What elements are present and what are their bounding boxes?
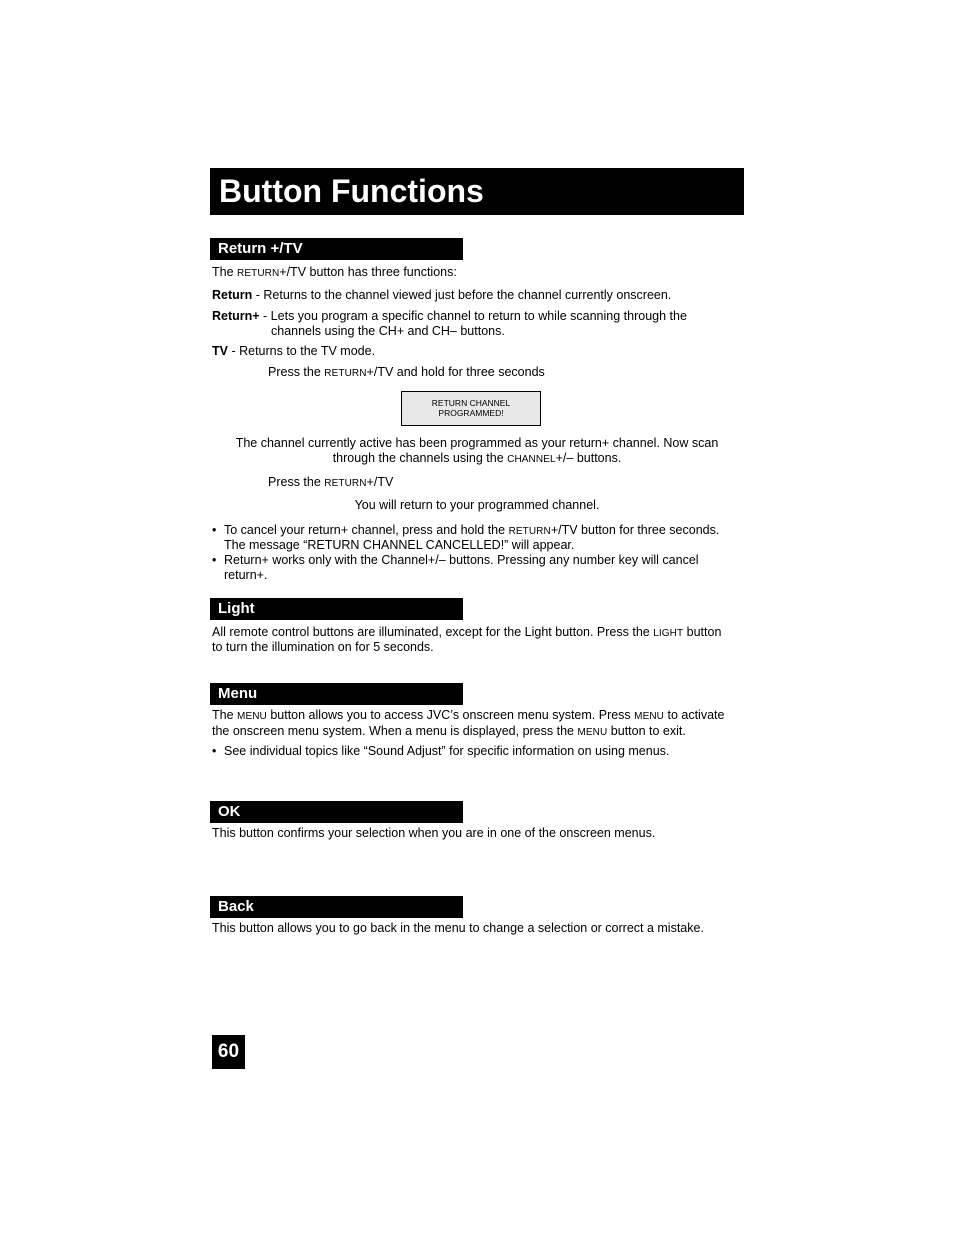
text-fragment: button to exit. <box>607 724 686 738</box>
page-title-bar <box>210 168 744 215</box>
text-fragment: +/– buttons. <box>555 451 622 465</box>
section-heading-text: Back <box>218 898 254 915</box>
light-desc-line-1 <box>212 625 721 641</box>
section-heading-back <box>210 896 463 918</box>
light-desc-line-2: to turn the illumination on for 5 seconds. <box>212 640 434 654</box>
page-number: 60 <box>212 1035 245 1069</box>
small-caps-term: LIGHT <box>653 628 684 639</box>
text-fragment: All remote control buttons are illuminated, except for the Light button. Press the <box>212 625 654 639</box>
bullet-marker: • <box>212 523 217 537</box>
bullet-channel-line-1: Return+ works only with the Channel+/– buttons. Pressing any number key will cancel <box>224 553 699 567</box>
return-function-desc <box>212 288 671 303</box>
tv-function-desc <box>212 344 375 359</box>
text-fragment: +/TV <box>366 475 394 489</box>
message-line-1: RETURN CHANNEL <box>431 398 511 408</box>
ok-desc: This button confirms your selection when you are in one of the onscreen menus. <box>212 826 656 840</box>
text-fragment: button <box>683 625 722 639</box>
result-programmed-line-2 <box>212 451 742 467</box>
section-heading-light <box>210 598 463 620</box>
text-fragment: +/TV and hold for three seconds <box>366 365 545 379</box>
text-fragment: Press the <box>268 365 325 379</box>
menu-bullet: See individual topics like “Sound Adjust” for specific information on using menus. <box>224 744 670 758</box>
term-returnplus: Return+ <box>212 309 260 323</box>
message-line-2: PROGRAMMED! <box>438 408 504 418</box>
section-heading-text: OK <box>218 803 241 820</box>
section-heading-text: Menu <box>218 685 258 702</box>
small-caps-term: RETURN <box>508 526 551 537</box>
text-fragment: - Lets you program a specific channel to return to while scanning through the <box>259 309 687 323</box>
text-fragment: through the channels using the <box>332 451 508 465</box>
step-press <box>268 475 393 491</box>
term-tv: TV <box>212 344 228 358</box>
returnplus-function-desc-cont: channels using the CH+ and CH– buttons. <box>271 324 505 338</box>
menu-desc-line-1 <box>212 708 724 724</box>
step-press-hold <box>268 365 545 381</box>
bullet-marker: • <box>212 553 217 567</box>
small-caps-term: RETURN <box>324 478 367 489</box>
text-fragment: button allows you to access JVC’s onscreen menu system. Press <box>266 708 635 722</box>
text-fragment: +/TV button has three functions: <box>279 265 457 279</box>
text-fragment: the onscreen menu system. When a menu is displayed, press the <box>212 724 578 738</box>
menu-desc-line-2 <box>212 724 686 740</box>
return-tv-intro <box>212 265 457 281</box>
text-fragment: To cancel your return+ channel, press and hold the <box>224 523 509 537</box>
section-heading-ok <box>210 801 463 823</box>
small-caps-term: MENU <box>634 711 664 722</box>
back-desc: This button allows you to go back in the menu to change a selection or correct a mistake. <box>212 921 704 935</box>
section-heading-return-tv <box>210 238 463 260</box>
text-fragment: Press the <box>268 475 325 489</box>
term-return: Return <box>212 288 253 302</box>
section-heading-menu <box>210 683 463 705</box>
text-fragment: - Returns to the TV mode. <box>227 344 376 358</box>
onscreen-message-box <box>401 391 541 426</box>
result-programmed-line-1: The channel currently active has been programmed as your return+ channel. Now scan <box>235 436 719 450</box>
section-heading-text: Return +/TV <box>218 240 303 257</box>
page-title: Button Functions <box>219 173 484 209</box>
text-fragment: The <box>212 708 238 722</box>
bullet-marker: • <box>212 744 217 758</box>
bullet-cancel-line-2: The message “RETURN CHANNEL CANCELLED!” will appear. <box>224 538 575 552</box>
small-caps-term: RETURN <box>324 368 367 379</box>
returnplus-function-desc <box>212 309 687 324</box>
section-heading-text: Light <box>218 600 255 617</box>
small-caps-term: CHANNEL <box>507 454 556 465</box>
small-caps-term: MENU <box>237 711 267 722</box>
text-fragment: to activate <box>664 708 725 722</box>
bullet-cancel-line-1 <box>224 523 719 539</box>
small-caps-term: MENU <box>577 727 608 738</box>
small-caps-term: RETURN <box>237 268 280 279</box>
bullet-channel-line-2: return+. <box>224 568 268 582</box>
text-fragment: +/TV button for three seconds. <box>550 523 720 537</box>
text-fragment: The <box>212 265 238 279</box>
text-fragment: - Returns to the channel viewed just before the channel currently onscreen. <box>252 288 672 302</box>
result-return: You will return to your programmed channel. <box>354 498 600 512</box>
